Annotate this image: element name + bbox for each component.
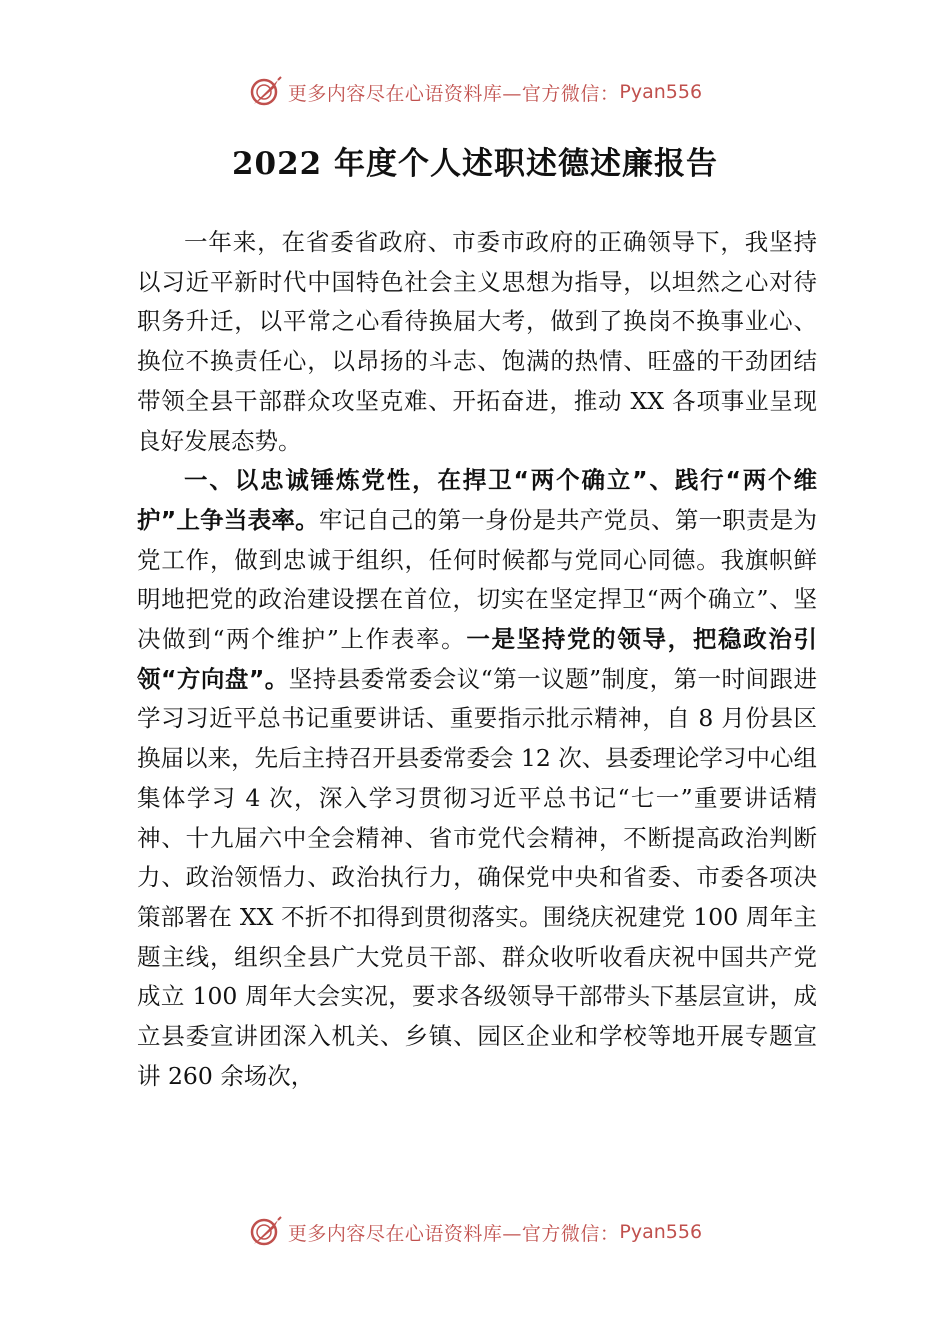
intro-paragraph: 一年来，在省委省政府、市委市政府的正确领导下，我坚持以习近平新时代中国特色社会主义思想为指导，以坦然之心对待职务升迁，以平常之心看待换届大考，做到了换岗不换事业心、换位不换责任心，以昂扬的斗志、饱满的热情、旺盛的干劲团结带领全县干部群众攻坚克难、开拓奋进，推动 XX 各项事业呈现良好发展态势。 [137,228,817,455]
footer-watermark [0,1212,950,1252]
header-watermark [0,72,950,112]
section-1-paragraph [137,461,817,1096]
section-1-body: 牢记自己的第一身份是共产党员、第一职责是为党工作，做到忠诚于组织，任何时候都与党同心同德。我旗帜鲜明地把党的政治建设摆在首位，切实在坚定捍卫“两个确立”、坚决做到“两个维护”上作表率。 [137,505,818,654]
section-1-subbody: 坚持县委常委会议“第一议题”制度，第一时间跟进学习习近平总书记重要讲话、重要指示批示精神，自 8 月份县区换届以来，先后主持召开县委常委会 12 次、县委理论学习中心组集体学习 4 次，深入学习贯彻习近平总书记“七一”重要讲话精神、十九届六中全会精神、省市党代会精神，不断提高政治判断力、政治领悟力、政治执行力，确保党中央和省委、市委各项决策部署在 XX 不折不扣得到贯彻落实。围绕庆祝建党 100 周年主题主线，组织全县广大党员干部、群众收听收看庆祝中国共产党成立 100 周年大会实况，要求各级领导干部带头下基层宣讲，成立县委宣讲团深入机关、乡镇、园区企业和学校等地开展专题宣讲 260 余场次， [137,664,818,1090]
document-body [137,223,817,1096]
section-1-heading: 一、以忠诚锤炼党性，在捍卫“两个确立”、践行“两个维护”上争当表率。 [137,466,817,534]
watermark-wechat-id: Pyan556 [619,1221,703,1243]
section-1-subheading: 一是坚持党的领导，把稳政治引领“方向盘”。 [137,625,818,693]
quill-pen-logo-icon [248,74,284,110]
watermark-text: 更多内容尽在心语资料库—官方微信： [287,82,620,105]
watermark-text: 更多内容尽在心语资料库—官方微信： [287,1222,620,1245]
document-title: 2022 年度个人述职述德述廉报告 [231,146,719,182]
quill-pen-logo-icon [248,1214,284,1250]
watermark-wechat-id: Pyan556 [619,81,703,103]
